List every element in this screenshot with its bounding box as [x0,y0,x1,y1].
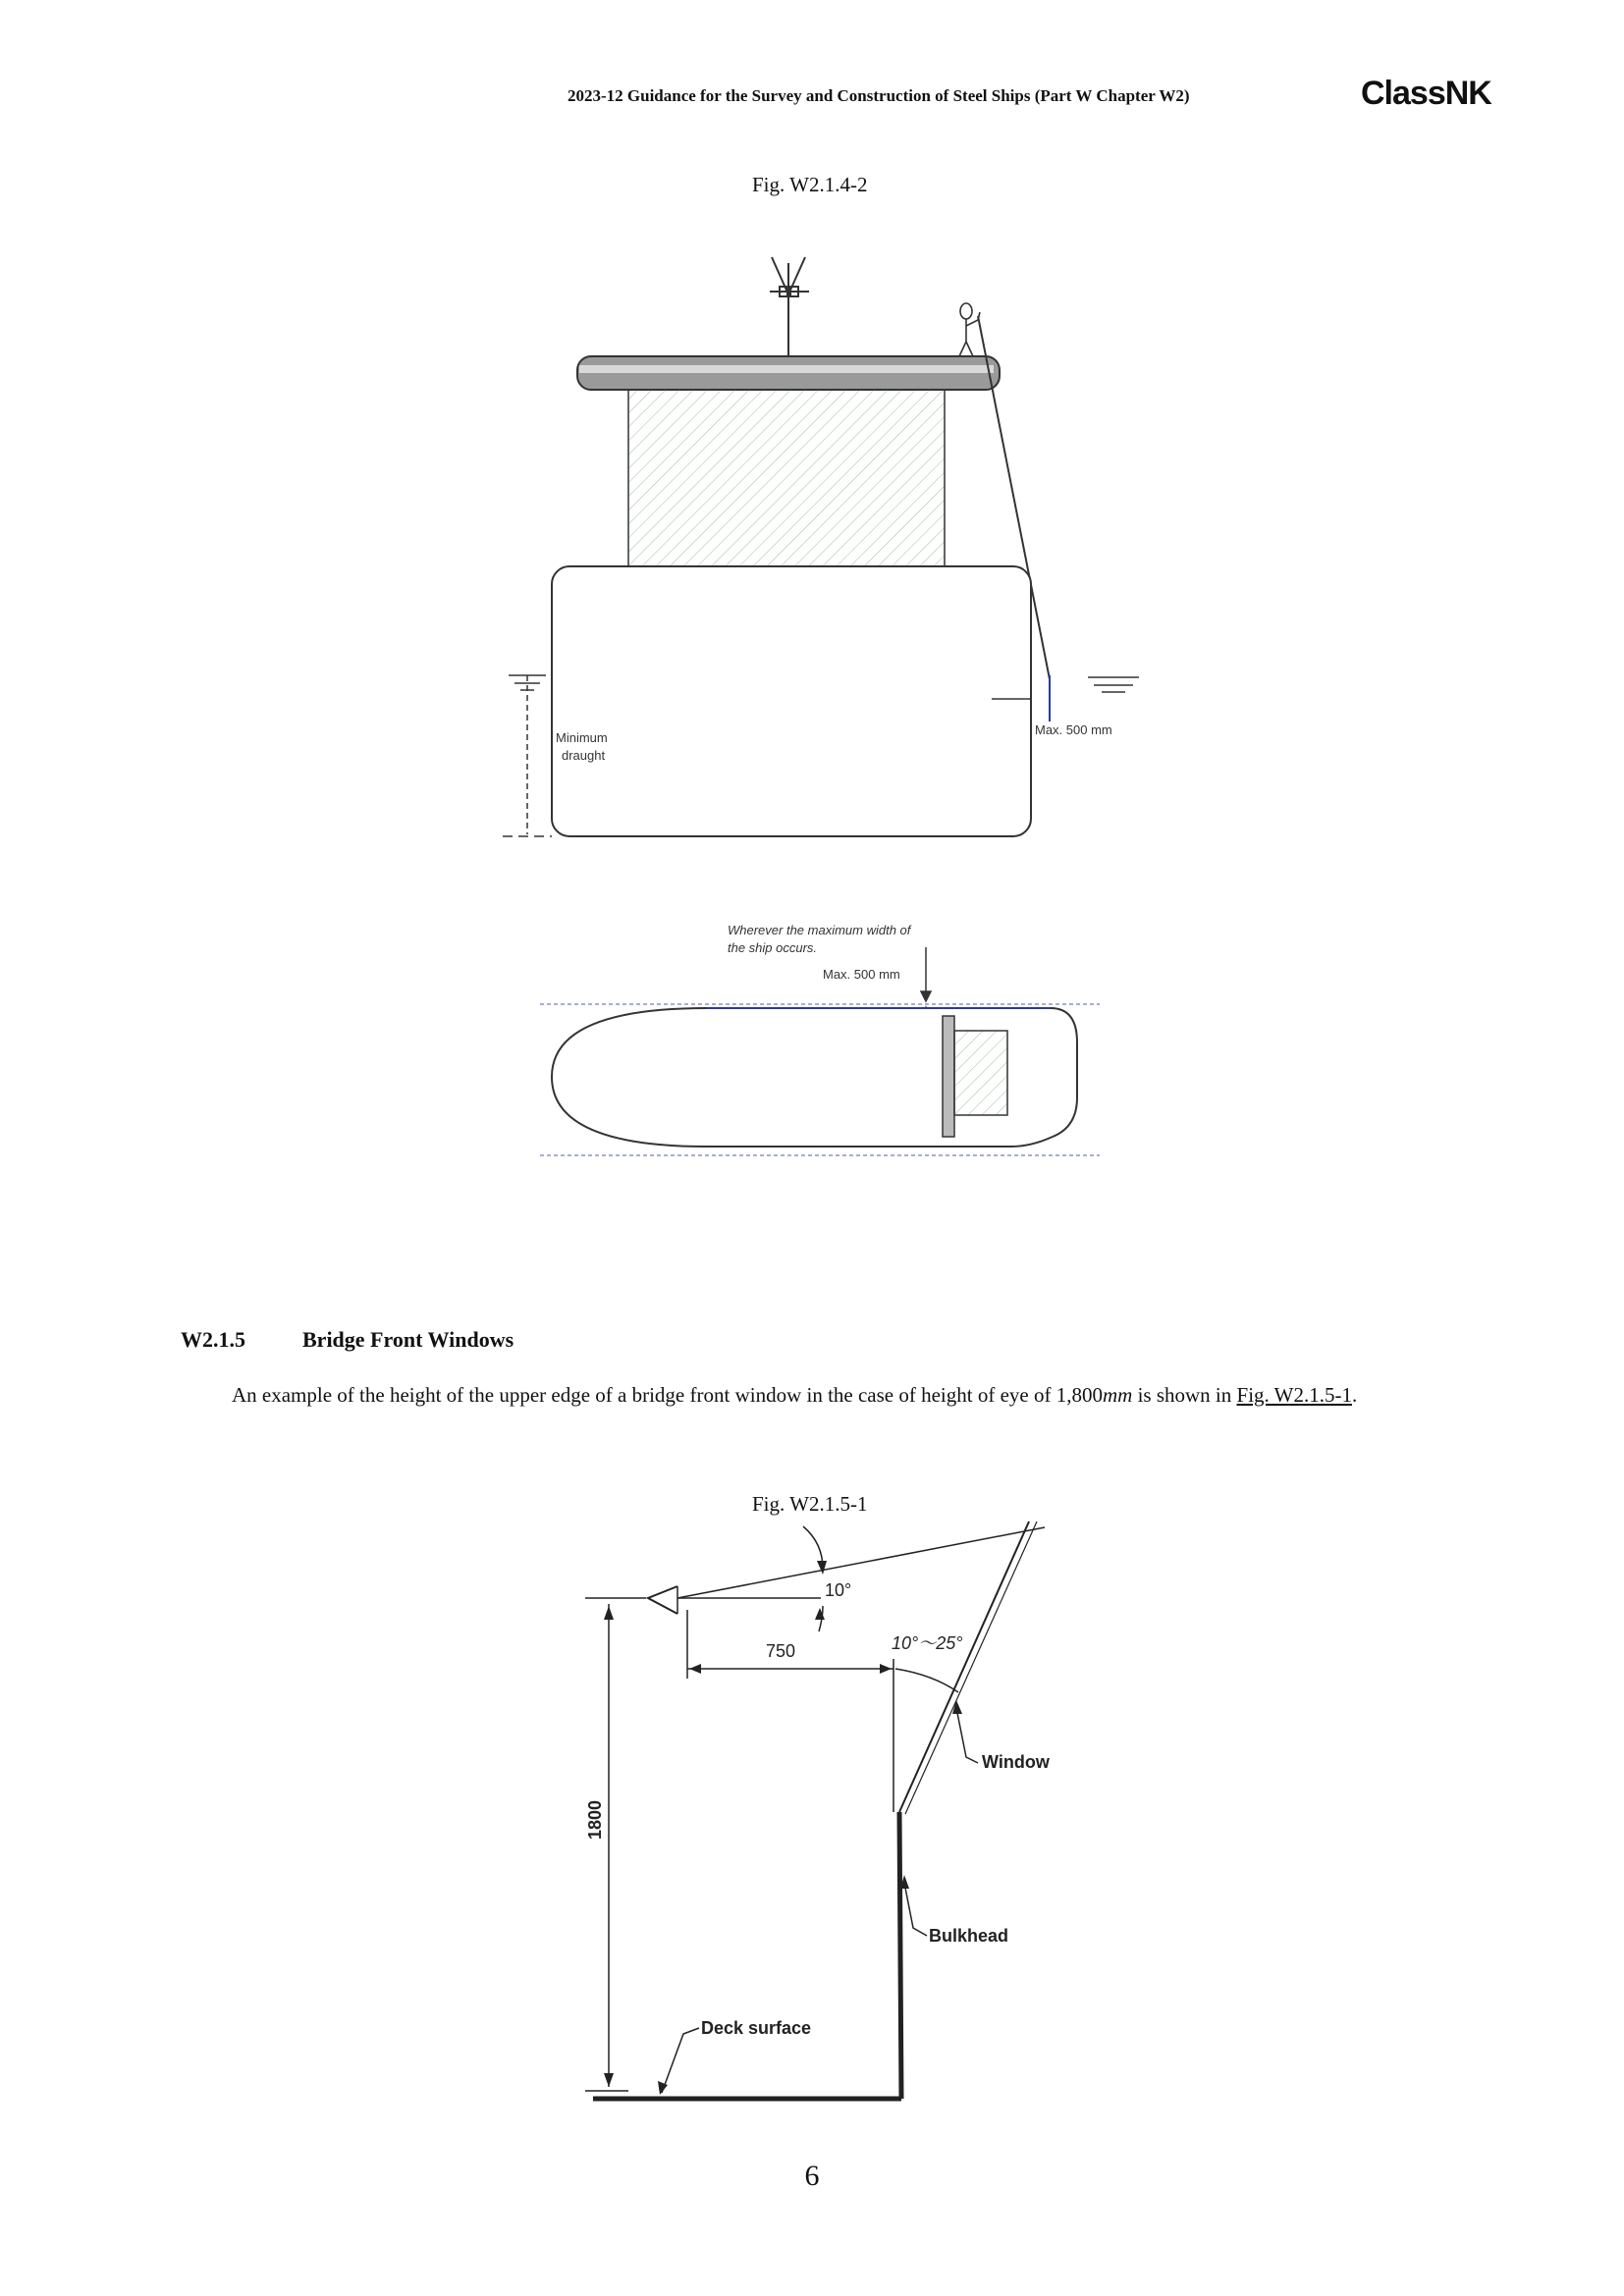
paragraph-text: An example of the height of the upper edge of a bridge front window in the case of height of eye of 1,800 [232,1383,1103,1407]
classnk-logo: ClassNK [1361,75,1491,112]
bulkhead-label: Bulkhead [929,1926,1009,1946]
waterline-left-icon [503,675,552,836]
figure1-caption: Fig. W2.1.4-2 [752,173,868,196]
section-title: Bridge Front Windows [302,1327,514,1352]
bulkhead [899,1812,901,2099]
dim-750-label: 750 [766,1641,796,1661]
deck-surface-label: Deck surface [701,2018,812,2038]
bulkhead-leader [904,1883,927,1936]
section-paragraph [157,1374,1485,1416]
sight-line-upper [677,1527,1045,1598]
window-label: Window [982,1752,1050,1772]
label-draught: draught [562,748,606,763]
figure2-diagram [569,1512,1080,2130]
bridge-roof [577,356,1000,390]
note-max-width-1: Wherever the maximum width of [728,923,911,937]
figure-reference-link[interactable]: Fig. W2.1.5-1 [1236,1383,1352,1407]
superstructure [628,390,945,566]
deck-leader [662,2028,699,2093]
paragraph-unit: mm [1102,1383,1133,1407]
section-number: W2.1.5 [181,1327,245,1352]
bridge-wing-plan [943,1016,954,1137]
dim-1800-label: 1800 [585,1799,605,1840]
angle-window-label: 10°～25° [892,1633,963,1653]
label-max-500-side: Max. 500 mm [1035,722,1112,737]
paragraph-end: . [1351,1383,1358,1407]
angle-arc-window [895,1669,958,1692]
figure1-diagram [471,236,1159,1178]
person-icon [959,303,980,356]
label-max-500-plan: Max. 500 mm [823,967,900,982]
angle-10-label: 10° [825,1580,852,1600]
label-minimum-draught: Minimum [556,730,608,745]
superstructure-plan [954,1031,1007,1115]
figure2-caption: Fig. W2.1.5-1 [752,1492,868,1516]
note-max-width-2: the ship occurs. [728,940,818,955]
paragraph-mid: is shown in [1132,1383,1237,1407]
antenna-icon [770,257,809,355]
page-number: 6 [804,2160,820,2192]
running-header: 2023-12 Guidance for the Survey and Construction of Steel Ships (Part W Chapter W2) [568,86,1190,105]
window-leader [956,1708,978,1763]
eye-icon [648,1586,677,1614]
hull-elevation [552,566,1031,836]
